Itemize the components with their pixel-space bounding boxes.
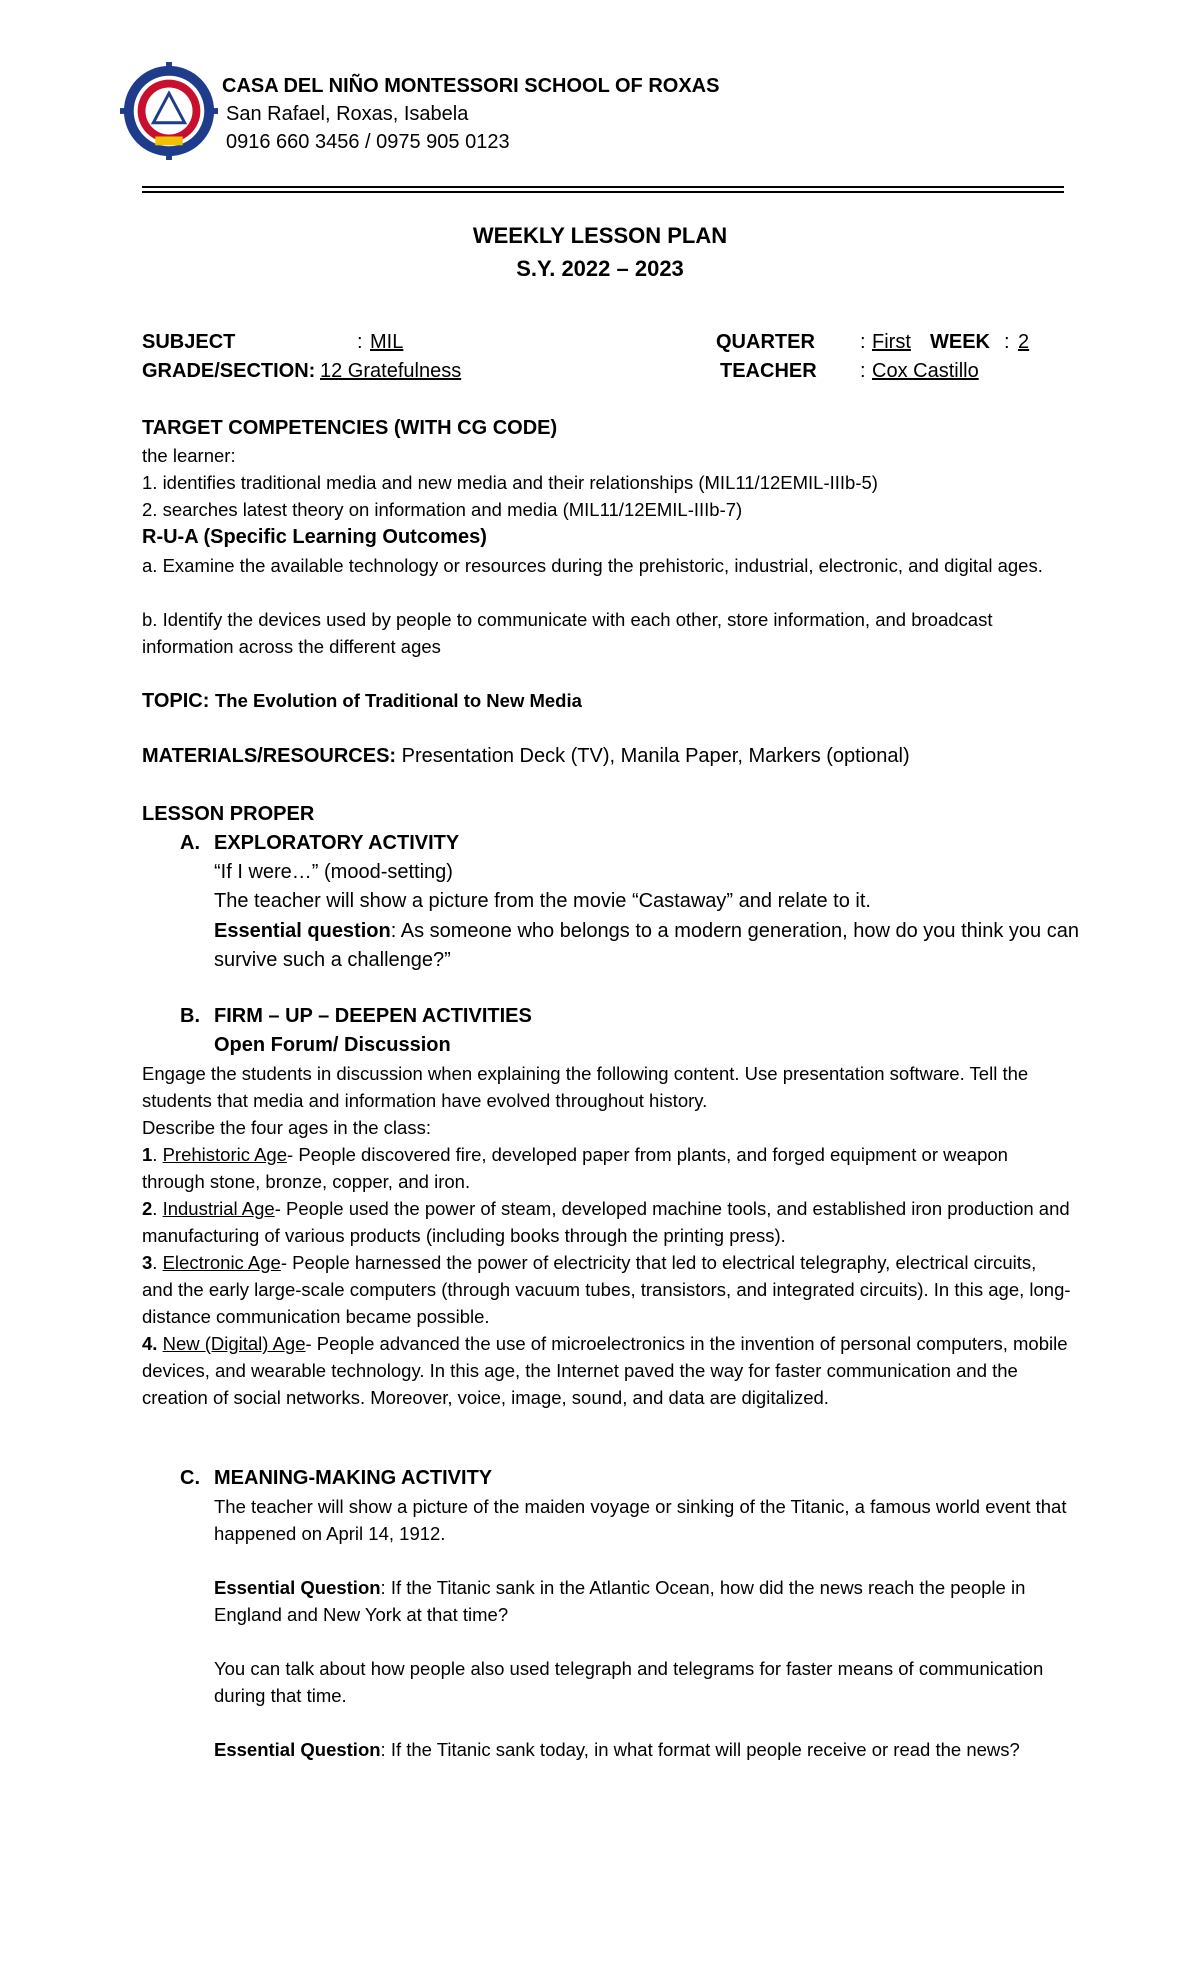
age-item: 1. Prehistoric Age- People discovered fire, developed paper from plants, and forged equipment or weapon through stone, bronze, copper, and iron. (142, 1144, 1008, 1192)
age-text: - People harnessed the power of electricity that led to electrical telegraphy, electrical circuits, and the early large-scale computers (through vacuum tubes, transistors, and integrated circuits). In this age, long-distance communication became possible. (142, 1252, 1071, 1327)
section-b-subtitle: Open Forum/ Discussion (214, 1034, 451, 1056)
quarter-label: QUARTER (716, 331, 815, 353)
materials-value: Presentation Deck (TV), Manila Paper, Markers (optional) (401, 745, 910, 767)
quarter-value: First (872, 331, 911, 353)
age-number: 4. (142, 1333, 158, 1354)
school-year: S.Y. 2022 – 2023 (516, 256, 684, 281)
essential-question-label: Essential Question (214, 1577, 381, 1598)
section-c-paragraph: The teacher will show a picture of the maiden voyage or sinking of the Titanic, a famous world event that happened on April 14, 1912. (214, 1496, 1067, 1544)
essential-question-text: : If the Titanic sank today, in what format will people receive or read the news? (380, 1739, 1020, 1760)
section-b-title: FIRM – UP – DEEPEN ACTIVITIES (214, 1005, 532, 1027)
school-logo-icon (120, 62, 218, 160)
quarter-colon: : (860, 331, 866, 353)
topic-value: The Evolution of Traditional to New Media (214, 690, 582, 711)
section-c-essential-question (214, 1736, 1094, 1763)
section-a-line: “If I were…” (mood-setting) (214, 861, 453, 883)
age-text: - People discovered fire, developed paper from plants, and forged equipment or weapon through stone, bronze, copper, and iron. (142, 1144, 1008, 1192)
school-phone: 0916 660 3456 / 0975 905 0123 (226, 131, 510, 153)
header-divider (142, 191, 1064, 193)
age-text: - People used the power of steam, developed machine tools, and established iron production and manufacturing of various products (including books through the printing press). (142, 1198, 1070, 1246)
teacher-value: Cox Castillo (872, 360, 979, 382)
essential-question-text: : As someone who belongs to a modern generation, how do you think you can survive such a challenge?” (214, 920, 1079, 971)
subject-colon: : (357, 331, 363, 353)
age-number: 1 (142, 1144, 153, 1165)
teacher-colon: : (860, 360, 866, 382)
subject-label: SUBJECT (142, 331, 236, 353)
age-name: Electronic Age (162, 1252, 281, 1273)
age-item (142, 1330, 1072, 1411)
age-name: Prehistoric Age (162, 1144, 288, 1165)
school-address: San Rafael, Roxas, Isabela (226, 103, 469, 125)
header-divider (142, 186, 1064, 188)
age-item: 3. Electronic Age- People harnessed the power of electricity that led to electrical telegraphy, electrical circuits, and the early large-scale computers (through vacuum tubes, transistors, and integrated circuits). In this age, long-distance communication became possible. (142, 1252, 1071, 1327)
competency-item: 2. searches latest theory on information and media (MIL11/12EMIL-IIIb-7) (142, 499, 743, 520)
essential-question-label: Essential question (214, 920, 391, 942)
competencies-intro: the learner: (142, 445, 236, 466)
age-number: 2 (142, 1198, 153, 1219)
subject-value: MIL (370, 331, 404, 353)
rua-item-a: a. Examine the available technology or resources during the prehistoric, industrial, electronic, and digital ages. (142, 555, 1043, 576)
section-b-letter: B. (180, 1005, 200, 1027)
document-title: WEEKLY LESSON PLAN (472, 223, 728, 248)
school-header (222, 72, 719, 156)
materials-line (142, 743, 910, 770)
essential-question-label: Essential Question (214, 1739, 381, 1760)
essential-question-text: : If the Titanic sank in the Atlantic Ocean, how did the news reach the people in England and New York at that time? (214, 1577, 1026, 1625)
section-a-letter: A. (180, 832, 200, 854)
teacher-label: TEACHER (720, 360, 817, 382)
age-name: Industrial Age (162, 1198, 275, 1219)
competencies-heading: TARGET COMPETENCIES (WITH CG CODE) (142, 417, 558, 439)
section-b-paragraph: Describe the four ages in the class: (142, 1117, 431, 1138)
age-number: 3 (142, 1252, 153, 1273)
rua-heading: R-U-A (Specific Learning Outcomes) (142, 526, 487, 548)
section-c-title: MEANING-MAKING ACTIVITY (214, 1467, 493, 1489)
materials-label: MATERIALS/RESOURCES: (142, 745, 397, 767)
topic-line (142, 687, 582, 715)
week-colon: : (1004, 331, 1010, 353)
age-name: New (Digital) Age (162, 1333, 306, 1354)
section-c-paragraph: You can talk about how people also used telegraph and telegrams for faster means of communication during that time. (214, 1658, 1044, 1706)
week-label: WEEK (930, 331, 990, 353)
age-text: - People advanced the use of microelectronics in the invention of personal computers, mobile devices, and wearable technology. In this age, the Internet paved the way for faster communication and the creation of social networks. Moreover, voice, image, sound, and data are digitalized. (142, 1333, 1068, 1408)
section-c-letter: C. (180, 1467, 200, 1489)
lesson-heading: LESSON PROPER (142, 803, 315, 825)
grade-value: 12 Gratefulness (320, 360, 462, 382)
week-value: 2 (1018, 331, 1030, 353)
rua-item-b: b. Identify the devices used by people to communicate with each other, store information, and broadcast information across the different ages (142, 609, 993, 657)
section-a-line: The teacher will show a picture from the movie “Castaway” and relate to it. (214, 890, 871, 912)
section-a-title: EXPLORATORY ACTIVITY (214, 832, 460, 854)
age-item: 2. Industrial Age- People used the power of steam, developed machine tools, and established iron production and manufacturing of various products (including books through the printing press). (142, 1198, 1070, 1246)
competency-item: 1. identifies traditional media and new media and their relationships (MIL11/12EMIL-IIIb-5) (142, 472, 878, 493)
section-b-paragraph: Engage the students in discussion when explaining the following content. Use presentation software. Tell the students that media and information have evolved throughout history. (142, 1063, 1029, 1111)
section-a-essential-question (214, 917, 1094, 975)
section-c-essential-question (214, 1574, 1094, 1628)
school-name: CASA DEL NIÑO MONTESSORI SCHOOL OF ROXAS (222, 75, 720, 97)
grade-label: GRADE/SECTION: (142, 360, 316, 382)
topic-label: TOPIC: (142, 690, 210, 712)
